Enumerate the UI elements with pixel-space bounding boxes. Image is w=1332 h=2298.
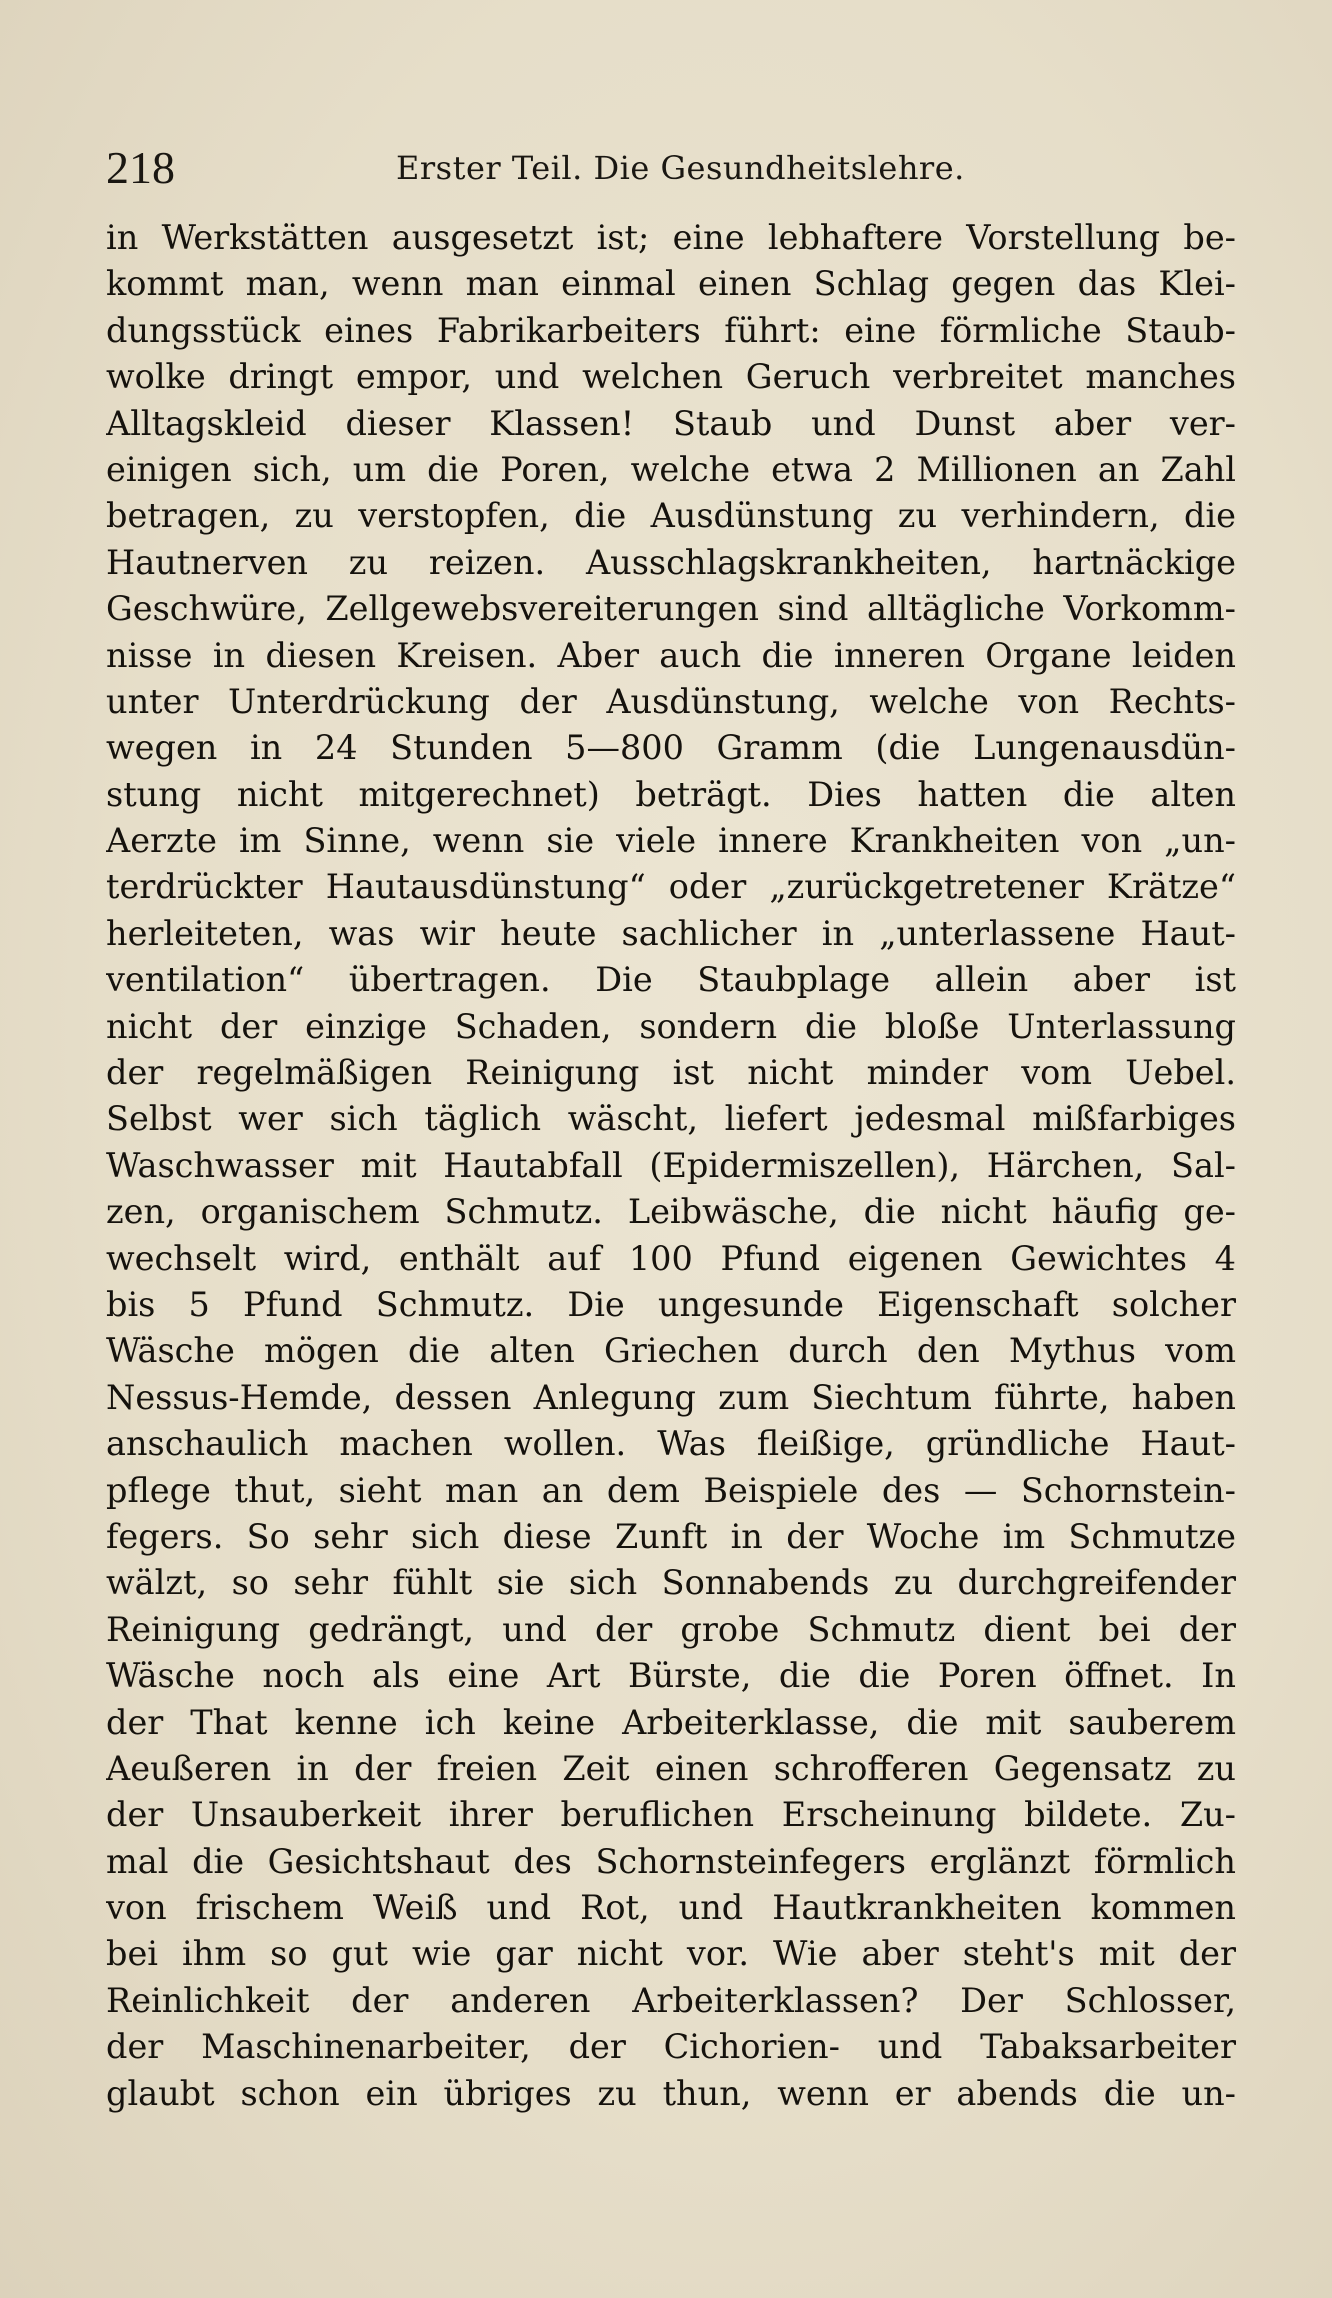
text-line: wechselt wird, enthält auf 100 Pfund eigenen Gewichtes 4 — [106, 1238, 1236, 1278]
text-line: Waschwasser mit Hautabfall (Epidermiszellen), Härchen, Sal- — [106, 1145, 1236, 1185]
text-line: wolke dringt empor, und welchen Geruch verbreitet manches — [106, 357, 1236, 397]
text-line: glaubt schon ein übriges zu thun, wenn er abends die un- — [106, 2073, 1236, 2113]
text-line: dungsstück eines Fabrikarbeiters führt: eine förmliche Staub- — [106, 310, 1236, 350]
text-line: Aerzte im Sinne, wenn sie viele innere Krankheiten von „un- — [106, 821, 1236, 861]
text-line: ventilation“ übertragen. Die Staubplage allein aber ist — [106, 960, 1236, 1000]
text-line: Hautnerven zu reizen. Ausschlagskrankheiten, hartnäckige — [106, 542, 1236, 582]
text-line: einigen sich, um die Poren, welche etwa 2 Millionen an Zahl — [106, 449, 1236, 489]
text-line: Reinlichkeit der anderen Arbeiterklassen? Der Schlosser, — [106, 1980, 1236, 2020]
text-line: zen, organischem Schmutz. Leibwäsche, die nicht häufig ge- — [106, 1192, 1236, 1232]
text-line: kommt man, wenn man einmal einen Schlag gegen das Klei- — [106, 264, 1236, 304]
page-header — [106, 138, 1236, 198]
text-line: terdrückter Hautausdünstung“ oder „zurückgetretener Krätze“ — [106, 867, 1236, 907]
text-line: nicht der einzige Schaden, sondern die bloße Unterlassung — [106, 1006, 1236, 1046]
text-line: Wäsche noch als eine Art Bürste, die die Poren öffnet. In — [106, 1656, 1236, 1696]
text-line: herleiteten, was wir heute sachlicher in „unterlassene Haut- — [106, 913, 1236, 953]
text-line: anschaulich machen wollen. Was fleißige, gründliche Haut- — [106, 1424, 1236, 1464]
text-line: der That kenne ich keine Arbeiterklasse, die mit sauberem — [106, 1702, 1236, 1742]
text-line: Aeußeren in der freien Zeit einen schrofferen Gegensatz zu — [106, 1748, 1236, 1788]
text-line: wegen in 24 Stunden 5—800 Gramm (die Lungenausdün- — [106, 728, 1236, 768]
text-line: bei ihm so gut wie gar nicht vor. Wie aber steht's mit der — [106, 1934, 1236, 1974]
text-line: Reinigung gedrängt, und der grobe Schmutz dient bei der — [106, 1609, 1236, 1649]
text-line: Nessus-Hemde, dessen Anlegung zum Siechtum führte, haben — [106, 1377, 1236, 1417]
text-line: in Werkstätten ausgesetzt ist; eine lebhaftere Vorstellung be- — [106, 218, 1236, 257]
text-line: der Unsauberkeit ihrer beruflichen Erscheinung bildete. Zu- — [106, 1795, 1236, 1835]
text-line: mal die Gesichtshaut des Schornsteinfegers erglänzt förmlich — [106, 1841, 1236, 1881]
text-line: nisse in diesen Kreisen. Aber auch die inneren Organe leiden — [106, 635, 1236, 675]
text-line: von frischem Weiß und Rot, und Hautkrankheiten kommen — [106, 1888, 1236, 1928]
page-number: 218 — [106, 142, 175, 193]
text-line: Selbst wer sich täglich wäscht, liefert jedesmal mißfarbiges — [106, 1099, 1236, 1139]
running-head: Erster Teil. Die Gesundheitslehre. — [396, 149, 965, 187]
body-text — [106, 215, 1236, 2117]
text-line: Alltagskleid dieser Klassen! Staub und Dunst aber ver- — [106, 403, 1236, 443]
text-line: wälzt, so sehr fühlt sie sich Sonnabends zu durchgreifender — [106, 1563, 1236, 1603]
text-line: Geschwüre, Zellgewebsvereiterungen sind alltägliche Vorkomm- — [106, 589, 1236, 629]
text-line: der Maschinenarbeiter, der Cichorien- und Tabaksarbeiter — [106, 2027, 1236, 2067]
text-line: fegers. So sehr sich diese Zunft in der Woche im Schmutze — [106, 1516, 1236, 1556]
text-line: bis 5 Pfund Schmutz. Die ungesunde Eigenschaft solcher — [106, 1284, 1236, 1324]
text-line: Wäsche mögen die alten Griechen durch den Mythus vom — [106, 1331, 1236, 1371]
text-line: pflege thut, sieht man an dem Beispiele des — Schornstein- — [106, 1470, 1236, 1510]
text-line: stung nicht mitgerechnet) beträgt. Dies hatten die alten — [106, 774, 1236, 814]
text-line: unter Unterdrückung der Ausdünstung, welche von Rechts- — [106, 681, 1236, 721]
text-line: der regelmäßigen Reinigung ist nicht minder vom Uebel. — [106, 1053, 1236, 1093]
text-line: betragen, zu verstopfen, die Ausdünstung zu verhindern, die — [106, 496, 1236, 536]
